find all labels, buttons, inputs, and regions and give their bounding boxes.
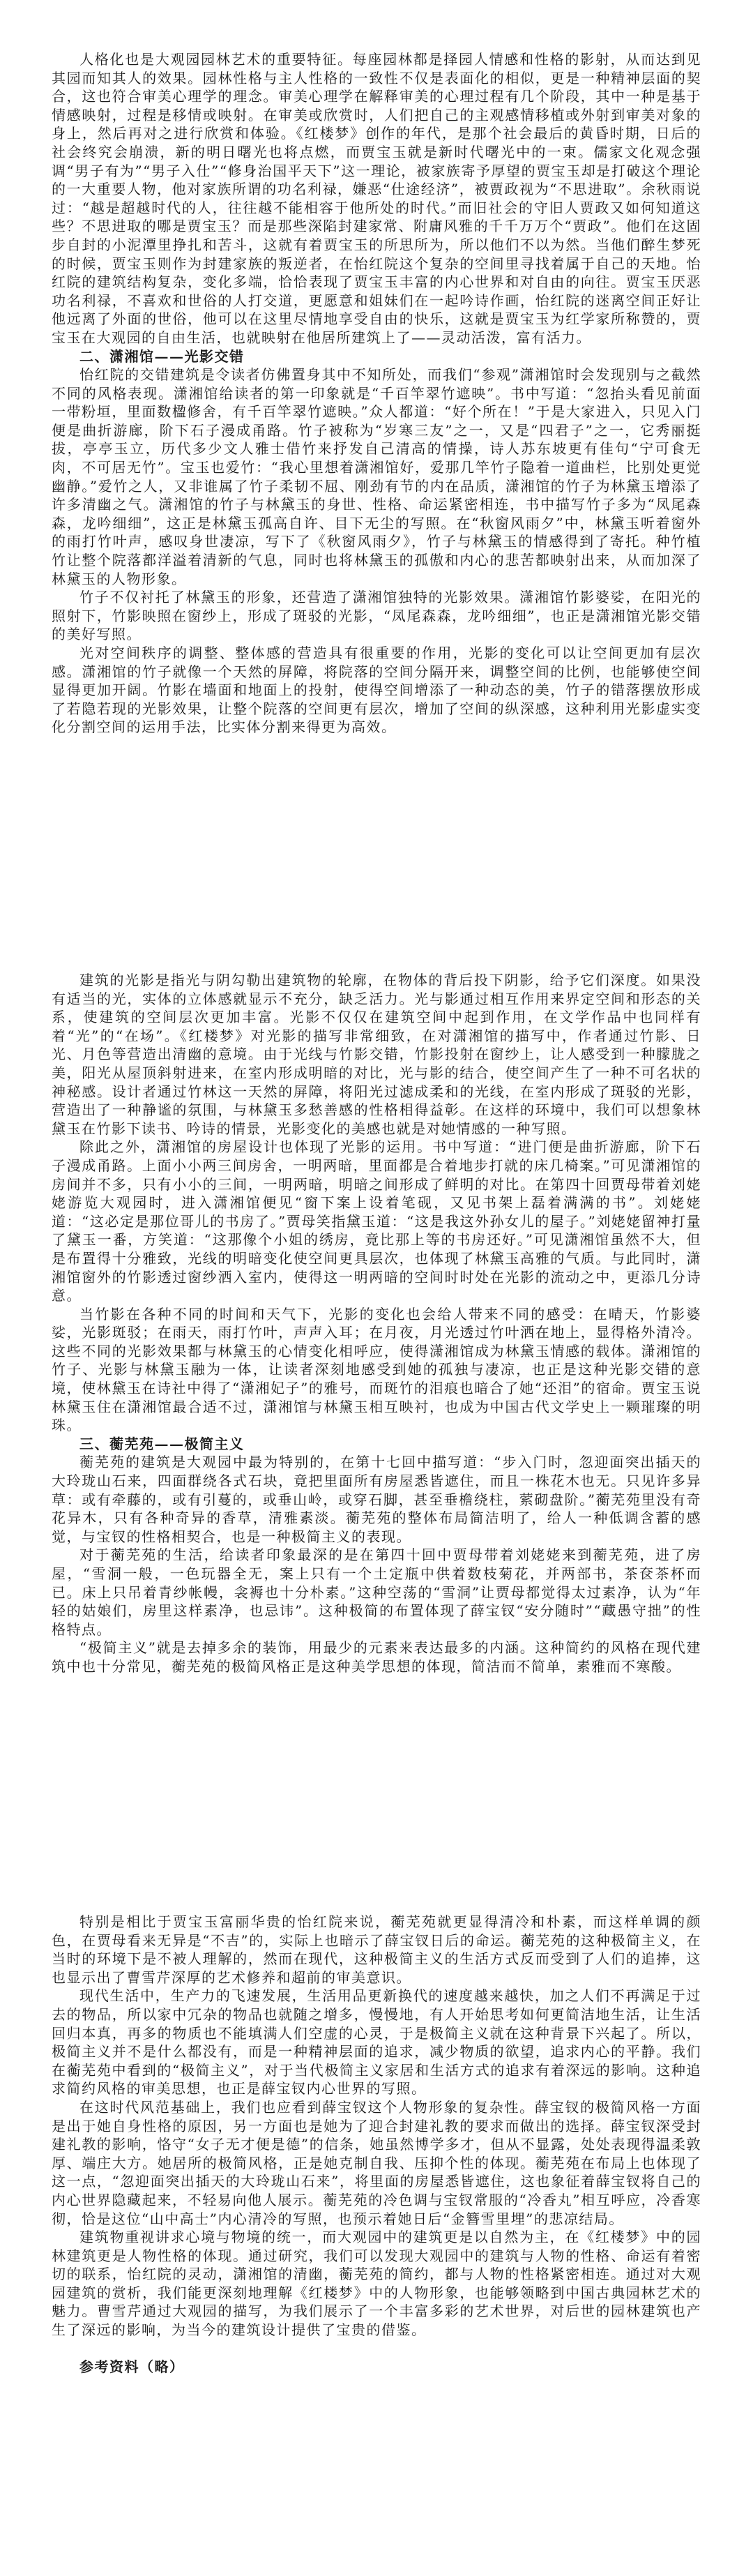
page-section-1 (52, 50, 701, 737)
body-paragraph: 建筑的光影是指光与阴勾勒出建筑物的轮廓，在物体的背后投下阴影，给予它们深度。如果没有适当的光，实体的立体感就显示不充分，缺乏活力。光与影通过相互作用来界定空间和形态的关系，使建筑的空间层次更加丰富。光影不仅仅在建筑空间中起到作用，在文学作品中也同样有着“光”的“在场”。《红楼梦》对光影的描写非常细致，在对潇湘馆的描写中，作者通过竹影、日光、月色等营造出清幽的意境。由于光线与竹影交错，竹影投射在窗纱上，让人感受到一种朦胧之美，阳光从屋顶斜射进来，在室内形成明暗的对比，光与影的结合，使空间产生了一种不可名状的神秘感。设计者通过竹林这一天然的屏障，将阳光过滤成柔和的光线，在室内形成了斑驳的光影，营造出了一种静谧的氛围，与林黛玉多愁善感的性格相得益彰。在这样的环境中，我们可以想象林黛玉在竹影下读书、吟诗的情景，光影变化的美感也就是对她情感的一种写照。 (52, 972, 701, 1137)
body-paragraph: 特别是相比于贾宝玉富丽华贵的怡红院来说，蘅芜苑就更显得清冷和朴素，而这样单调的颜色，在贾母看来无异是“不吉”的，实际上也暗示了薛宝钗日后的命运。蘅芜苑的这种极简主义，在当时的环境下是不被人理解的，然而在现代，这种极简主义的生活方式反而受到了人们的追捧，这也显示出了曹雪芹深厚的艺术修养和超前的审美意识。 (52, 1913, 701, 1986)
body-paragraph: 竹子不仅衬托了林黛玉的形象，还营造了潇湘馆独特的光影效果。潇湘馆竹影婆娑，在阳光的照射下，竹影映照在窗纱上，形成了斑驳的光影，“凤尾森森，龙吟细细”，也正是潇湘馆光影交错的美好写照。 (52, 589, 701, 643)
section-heading: 二、潇湘馆——光影交错 (79, 347, 245, 365)
body-paragraph: 蘅芜苑的建筑是大观园中最为特别的，在第十七回中描写道：“步入门时，忽迎面突出插天的大玲珑山石来，四面群绕各式石块，竟把里面所有房屋悉皆遮住，而且一株花木也无。只见许多异草：或有牵藤的，或有引蔓的，或垂山岭，或穿石脚，甚至垂檐绕柱，萦砌盘阶。”蘅芜苑里没有奇花异木，只有各种奇异的香草，清雅素淡。蘅芜苑的整体布局简洁明了，给人一种低调含蓄的感觉，与宝钗的性格相契合，也是一种极简主义的表现。 (52, 1454, 701, 1545)
section-heading: 三、蘅芜苑——极简主义 (79, 1435, 245, 1452)
body-paragraph: 怡红院的交错建筑是令读者仿佛置身其中不知所处，而我们“参观”潇湘馆时会发现别与之截然不同的风格表现。潇湘馆给读者的第一印象就是“千百竿翠竹遮映”。书中写道：“忽抬头看见前面一带粉垣，里面数楹修舍，有千百竿翠竹遮映。”众人都道：“好个所在！”于是大家进入，只见入门便是曲折游廊，阶下石子漫成甬路。竹子被称为“岁寒三友”之一，又是“四君子”之一，它秀丽挺拔，亭亭玉立，历代多少文人雅士借竹来抒发自己清高的情操，诗人苏东坡更有佳句“宁可食无肉，不可居无竹”。宝玉也爱竹：“我心里想着潇湘馆好，爱那几竿竹子隐着一道曲栏，比别处更觉幽静。”爱竹之人，又非谁属了竹子柔韧不屈、刚劲有节的内在品质，潇湘馆的竹子为林黛玉增添了许多清幽之气。潇湘馆的竹子与林黛玉的身世、性格、命运紧密相连，书中描写竹子多为“凤尾森森，龙吟细细”，这正是林黛玉孤高自许、目下无尘的写照。在“秋窗风雨夕”中，林黛玉听着窗外的雨打竹叶声，感叹身世凄凉，写下了《秋窗风雨夕》，竹子与林黛玉的情感得到了寄托。种竹植竹让整个院落都洋溢着清新的气息，同时也将林黛玉的孤傲和内心的悲苦都映射出来，从而加深了林黛玉的人物形象。 (52, 366, 701, 587)
page-section-2 (52, 971, 701, 1676)
body-paragraph: 在这时代风范基础上，我们也应看到薛宝钗这个人物形象的复杂性。薛宝钗的极简风格一方面是出于她自身性格的原因，另一方面也是她为了迎合封建礼教的要求而做出的选择。薛宝钗深受封建礼教的影响，恪守“女子无才便是德”的信条，她虽然博学多才，但从不显露，处处表现得温柔敦厚、端庄大方。她居所的极简风格，正是她克制自我、压抑个性的体现。蘅芜苑在布局上也体现了这一点，“忽迎面突出插天的大玲珑山石来”，将里面的房屋悉皆遮住，这也象征着薛宝钗将自己的内心世界隐藏起来，不轻易向他人展示。蘅芜苑的冷色调与宝钗常服的“冷香丸”相互呼应，冷香寒彻，恰是这位“山中高士”内心清冷的写照，也预示着她日后“金簪雪里埋”的悲凉结局。 (52, 2098, 701, 2227)
body-paragraph: 对于蘅芜苑的生活，给读者印象最深的是在第四十回中贾母带着刘姥姥来到蘅芜苑，进了房屋，“雪洞一般，一色玩器全无，案上只有一个土定瓶中供着数枝菊花，并两部书，茶奁茶杯而已。床上只吊着青纱帐幔，衾褥也十分朴素。”这种空荡的“雪洞”让贾母都觉得太过素净，认为“年轻的姑娘们，房里这样素净，也忌讳”。这种极简的布置体现了薛宝钗“安分随时”“藏愚守拙”的性格特点。 (52, 1546, 701, 1638)
body-paragraph: 人格化也是大观园园林艺术的重要特征。每座园林都是择园人情感和性格的影射，从而达到见其园而知其人的效果。园林性格与主人性格的一致性不仅是表面化的相似，更是一种精神层面的契合，这也符合审美心理学的理念。审美心理学在解释审美的心理过程有几个阶段，其中一种是基于情感映射，过程是移情或映射。在审美或欣赏时，人们把自己的主观感情移植或外射到审美对象的身上，然后再对之进行欣赏和体验。《红楼梦》创作的年代，是那个社会最后的黄昏时期，日后的社会终究会崩溃，新的明日曙光也将点燃，而贾宝玉就是新时代曙光中的一束。儒家文化观念强调“男子有为”“男子入仕”“修身治国平天下”这一理论，被家族寄予厚望的贾宝玉却是打破这个理论的一大重要人物，他对家族所谓的功名利禄，嫌恶“仕途经济”，被贾政视为“不思进取”。余秋雨说过：“越是超越时代的人，往往越不能相容于他所处的时代。”而旧社会的守旧人贾政又如何知道这些？不思进取的哪是贾宝玉？而是那些深陷封建家常、附庸风雅的千千万万个“贾政”。他们在这固步自封的小泥潭里挣扎和苦斗，这就有着贾宝玉的所思所为，所以他们不以为然。当他们醉生梦死的时候，贾宝玉则作为封建家族的叛逆者，在怡红院这个复杂的空间里寻找着属于自己的天地。怡红院的建筑结构复杂，变化多端，恰恰表现了贾宝玉丰富的内心世界和对自由的向往。贾宝玉厌恶功名利禄，不喜欢和世俗的人打交道，更愿意和姐妹们在一起吟诗作画，怡红院的迷离空间正好让他远离了外面的世俗，他可以在这里尽情地享受自由的快乐，这就是贾宝玉为红学家所称赞的，贾宝玉在大观园的自由生活，也就映射在他居所建筑上了——灵动活泼，富有活力。 (52, 51, 701, 346)
page-section-3 (52, 1913, 701, 2376)
references-heading: 参考资料（略） (79, 2358, 185, 2375)
body-paragraph: 建筑物重视讲求心境与物境的统一，而大观园中的建筑更是以自然为主，在《红楼梦》中的园林建筑更是人物性格的体现。通过研究，我们可以发现大观园中的建筑与人物的性格、命运有着密切的联系，怡红院的灵动，潇湘馆的清幽，蘅芜苑的简约，都与人物的性格紧密相连。通过对大观园建筑的赏析，我们能更深刻地理解《红楼梦》中的人物形象，也能够领略到中国古典园林艺术的魅力。曹雪芹通过大观园的描写，为我们展示了一个丰富多彩的艺术世界，对后世的园林建筑也产生了深远的影响，为当今的建筑设计提供了宝贵的借鉴。 (52, 2229, 701, 2339)
body-paragraph: 当竹影在各种不同的时间和天气下，光影的变化也会给人带来不同的感受：在晴天，竹影婆娑，光影斑驳；在雨天，雨打竹叶，声声入耳；在月夜，月光透过竹叶洒在地上，显得格外清冷。这些不同的光影效果都与林黛玉的心情变化相呼应，使得潇湘馆成为林黛玉情感的载体。潇湘馆的竹子、光影与林黛玉融为一体，让读者深刻地感受到她的孤独与凄凉，也正是这种光影交错的意境，使林黛玉在诗社中得了“潇湘妃子”的雅号，而斑竹的泪痕也暗合了她“还泪”的宿命。贾宝玉说林黛玉住在潇湘馆最合适不过，潇湘馆与林黛玉相互映衬，也成为中国古代文学史上一颗璀璨的明珠。 (52, 1305, 701, 1434)
body-paragraph: “极简主义”就是去掉多余的装饰，用最少的元素来表达最多的内涵。这种简约的风格在现代建筑中也十分常见，蘅芜苑的极简风格正是这种美学思想的体现，简洁而不简单，素雅而不寒酸。 (52, 1639, 701, 1675)
body-paragraph: 现代生活中，生产力的飞速发展，生活用品更新换代的速度越来越快，加之人们不再满足于过去的物品，所以家中冗杂的物品也就随之增多，慢慢地，有人开始思考如何更简洁地生活，让生活回归本真，再多的物质也不能填满人们空虚的心灵，于是极简主义就在这种背景下兴起了。所以，极简主义并不是什么都没有，而是一种精神层面的追求，减少物质的欲望，追求内心的平静。我们在蘅芜苑中看到的“极简主义”，对于当代极简主义家居和生活方式的追求有着深远的影响。这种追求简约风格的审美思想，也正是薛宝钗内心世界的写照。 (52, 1987, 701, 2097)
body-paragraph: 光对空间秩序的调整、整体感的营造具有很重要的作用，光影的变化可以让空间更加有层次感。潇湘馆的竹子就像一个天然的屏障，将院落的空间分隔开来，调整空间的比例，也能够使空间显得更加开阔。竹影在墙面和地面上的投射，使得空间增添了一种动态的美，竹子的错落摆放形成了若隐若现的光影效果，让整个院落的空间更有层次，增加了空间的纵深感，这种利用光影虚实变化分割空间的运用手法，比实体分割来得更为高效。 (52, 645, 701, 736)
body-paragraph: 除此之外，潇湘馆的房屋设计也体现了光影的运用。书中写道：“进门便是曲折游廊，阶下石子漫成甬路。上面小小两三间房舍，一明两暗，里面都是合着地步打就的床几椅案。”可见潇湘馆的房间并不多，只有小小的三间，一明两暗，明暗之间形成了鲜明的对比。在第四十回贾母带着刘姥姥游览大观园时，进入潇湘馆便见“窗下案上设着笔砚，又见书架上磊着满满的书”。刘姥姥道：“这必定是那位哥儿的书房了。”贾母笑指黛玉道：“这是我这外孙女儿的屋子。”刘姥姥留神打量了黛玉一番，方笑道：“这那像个小姐的绣房，竟比那上等的书房还好。”可见潇湘馆虽然不大，但是布置得十分雅致，光线的明暗变化使空间更具层次，也体现了林黛玉高雅的气质。与此同时，潇湘馆窗外的竹影透过窗纱洒入室内，使得这一明两暗的空间时时处在光影的流动之中，更添几分诗意。 (52, 1138, 701, 1304)
